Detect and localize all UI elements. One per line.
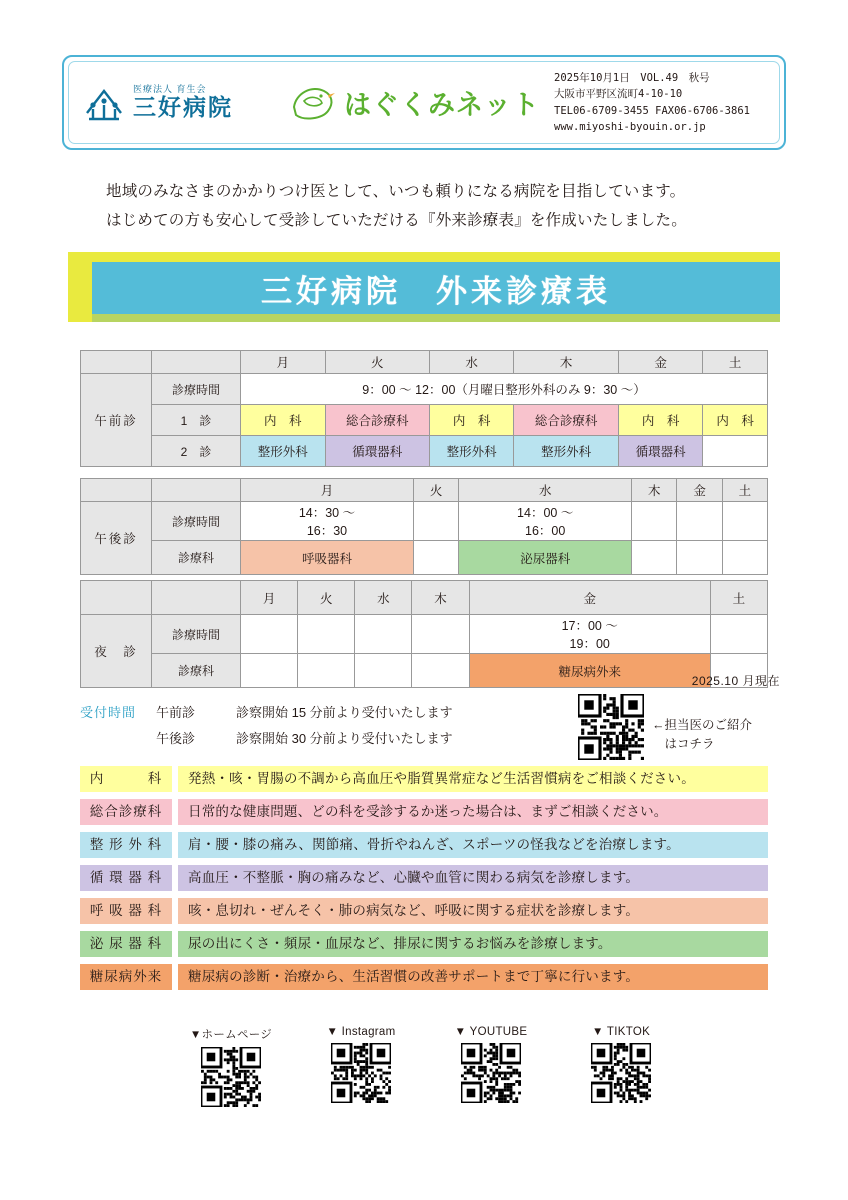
table-row — [81, 502, 768, 541]
legend-row — [80, 799, 768, 825]
social-item[interactable] — [176, 1026, 286, 1107]
cell-火: 循環器科 — [325, 436, 429, 467]
cell-水: 泌尿器科 — [459, 541, 632, 575]
legend-row — [80, 865, 768, 891]
day-header-木: 木 — [632, 479, 677, 502]
legend-department-name: 泌 尿 器 科 — [80, 931, 172, 957]
day-header-木: 木 — [412, 581, 469, 615]
header-meta — [544, 70, 779, 135]
day-header-月: 月 — [241, 351, 326, 374]
legend-row — [80, 931, 768, 957]
cell-水: 14：00 ～ 16：00 — [459, 502, 632, 541]
merged-hours-cell: 9：00 ～ 12：00（月曜日整形外科のみ 9：30 ～） — [241, 374, 768, 405]
cell-金: 17：00 ～ 19：00 — [469, 615, 710, 654]
day-header-金: 金 — [677, 479, 722, 502]
row-label: 診療時間 — [152, 502, 241, 541]
cell-金: 内 科 — [618, 405, 703, 436]
day-header-水: 水 — [429, 351, 514, 374]
cell-木 — [632, 541, 677, 575]
cell-火 — [413, 502, 458, 541]
cell-木 — [412, 615, 469, 654]
cell-金: 糖尿病外来 — [469, 654, 710, 688]
cell-水: 整形外科 — [429, 436, 514, 467]
cell-月: 整形外科 — [241, 436, 326, 467]
corner-cell-2 — [152, 479, 241, 502]
page-title: 三好病院 外来診療表 — [261, 273, 611, 309]
cell-水: 内 科 — [429, 405, 514, 436]
legend-department-desc: 高血圧・不整脈・胸の痛みなど、心臓や血管に関わる病気を診療します。 — [178, 865, 768, 891]
legend-department-name: 整 形 外 科 — [80, 832, 172, 858]
legend-row — [80, 766, 768, 792]
legend-department-name: 循 環 器 科 — [80, 865, 172, 891]
legend-department-desc: 日常的な健康問題、どの科を受診するか迷った場合は、まずご相談ください。 — [178, 799, 768, 825]
social-label: ▼ Instagram — [326, 1026, 396, 1038]
cell-水 — [355, 654, 412, 688]
cell-火: 総合診療科 — [325, 405, 429, 436]
brand-name: はぐくみネット — [344, 90, 540, 120]
brand-logo — [284, 81, 544, 125]
section-label: 午後診 — [81, 502, 152, 575]
legend-department-name: 呼 吸 器 科 — [80, 898, 172, 924]
table-header-row — [81, 479, 768, 502]
section-label: 夜 診 — [81, 615, 152, 688]
cell-土 — [722, 541, 767, 575]
legend-department-name: 内 科 — [80, 766, 172, 792]
cell-金 — [677, 502, 722, 541]
doctor-intro-qr-code[interactable] — [578, 694, 644, 760]
corner-cell — [81, 351, 152, 374]
day-header-月: 月 — [241, 581, 298, 615]
day-header-火: 火 — [298, 581, 355, 615]
row-label: 診療科 — [152, 654, 241, 688]
cell-月: 14：30 ～ 16：30 — [241, 502, 414, 541]
cell-火 — [298, 615, 355, 654]
reception-key-1: 午後診 — [156, 731, 196, 746]
corner-cell-2 — [152, 581, 241, 615]
cell-土 — [703, 436, 768, 467]
social-qr-code[interactable] — [461, 1043, 521, 1103]
row-label: 2 診 — [152, 436, 241, 467]
table-row — [81, 654, 768, 688]
corner-cell — [81, 581, 152, 615]
social-item[interactable] — [566, 1026, 676, 1107]
issue-info: 2025年10月1日 VOL.49 秋号 — [554, 71, 710, 84]
day-header-火: 火 — [413, 479, 458, 502]
address: 大阪市平野区流町4-10-10 — [554, 88, 683, 101]
afternoon-schedule-table — [80, 478, 768, 575]
department-legend — [80, 766, 768, 997]
legend-department-desc: 発熱・咳・胃腸の不調から高血圧や脂質異常症など生活習慣病をご相談ください。 — [178, 766, 768, 792]
reception-key-0: 午前診 — [156, 705, 196, 720]
cell-月: 呼吸器科 — [241, 541, 414, 575]
header-box — [62, 55, 786, 150]
phone: TEL06-6709-3455 FAX06-6706-3861 — [554, 104, 750, 117]
legend-department-desc: 尿の出にくさ・頻尿・血尿など、排尿に関するお悩みを診療します。 — [178, 931, 768, 957]
table-row — [81, 405, 768, 436]
clinic-type: 医療法人 育生会 — [133, 83, 207, 94]
header-inner — [68, 61, 780, 144]
legend-row — [80, 964, 768, 990]
cell-火 — [298, 654, 355, 688]
social-label: ▼ TIKTOK — [591, 1026, 651, 1038]
as-of-date: 2025.10 月現在 — [691, 674, 780, 688]
row-label: 診療時間 — [152, 374, 241, 405]
cell-土: 内 科 — [703, 405, 768, 436]
day-header-金: 金 — [469, 581, 710, 615]
doctor-intro-note-line-1: ←担当医のご紹介 — [652, 718, 753, 732]
legend-row — [80, 832, 768, 858]
cell-木 — [412, 654, 469, 688]
social-item[interactable] — [306, 1026, 416, 1107]
day-header-水: 水 — [355, 581, 412, 615]
cell-金: 循環器科 — [618, 436, 703, 467]
cell-月 — [241, 615, 298, 654]
corner-cell-2 — [152, 351, 241, 374]
social-qr-code[interactable] — [201, 1047, 261, 1107]
reception-title: 受付時間 — [80, 705, 137, 720]
day-header-土: 土 — [703, 351, 768, 374]
row-label: 診療科 — [152, 541, 241, 575]
lead-text — [106, 178, 766, 235]
table-header-row — [81, 351, 768, 374]
bird-icon — [288, 81, 340, 125]
reception-info — [80, 700, 453, 752]
day-header-土: 土 — [722, 479, 767, 502]
day-header-水: 水 — [459, 479, 632, 502]
table-row — [81, 374, 768, 405]
reception-value-1: 診察開始 30 分前より受付いたします — [236, 731, 453, 746]
clinic-logo — [69, 83, 284, 123]
cell-火 — [413, 541, 458, 575]
section-label: 午前診 — [81, 374, 152, 467]
day-header-木: 木 — [514, 351, 618, 374]
cell-水 — [355, 615, 412, 654]
table-header-row — [81, 581, 768, 615]
legend-department-desc: 糖尿病の診断・治療から、生活習慣の改善サポートまで丁寧に行います。 — [178, 964, 768, 990]
morning-schedule-table — [80, 350, 768, 467]
night-schedule-table — [80, 580, 768, 688]
cell-月 — [241, 654, 298, 688]
row-label: 1 診 — [152, 405, 241, 436]
cell-木: 総合診療科 — [514, 405, 618, 436]
day-header-金: 金 — [618, 351, 703, 374]
table-row — [81, 615, 768, 654]
legend-department-name: 糖尿病外来 — [80, 964, 172, 990]
social-label: ▼ YOUTUBE — [454, 1026, 528, 1038]
social-label: ▼ホームページ — [189, 1029, 273, 1041]
table-row — [81, 436, 768, 467]
social-qr-code[interactable] — [331, 1043, 391, 1103]
legend-department-name: 総合診療科 — [80, 799, 172, 825]
day-header-火: 火 — [325, 351, 429, 374]
cell-土 — [722, 502, 767, 541]
legend-row — [80, 898, 768, 924]
reception-value-0: 診察開始 15 分前より受付いたします — [236, 705, 453, 720]
day-header-月: 月 — [241, 479, 414, 502]
social-qr-code[interactable] — [591, 1043, 651, 1103]
row-label: 診療時間 — [152, 615, 241, 654]
table-row — [81, 541, 768, 575]
title-green-bar — [92, 314, 780, 322]
legend-department-desc: 咳・息切れ・ぜんそく・肺の病気など、呼吸に関する症状を診療します。 — [178, 898, 768, 924]
title-band — [68, 252, 780, 324]
website-url: www.miyoshi-byouin.or.jp — [554, 120, 706, 133]
doctor-intro-note — [652, 716, 752, 754]
cell-金 — [677, 541, 722, 575]
clinic-logo-icon — [83, 83, 125, 123]
cell-土 — [710, 615, 767, 654]
social-links — [176, 1026, 676, 1107]
social-item[interactable] — [436, 1026, 546, 1107]
lead-line-2: はじめての方も安心して受診していただける『外来診療表』を作成いたしました。 — [106, 211, 687, 229]
cell-木 — [632, 502, 677, 541]
day-header-土: 土 — [710, 581, 767, 615]
cell-木: 整形外科 — [514, 436, 618, 467]
cell-月: 内 科 — [241, 405, 326, 436]
legend-department-desc: 肩・腰・膝の痛み、関節痛、骨折やねんざ、スポーツの怪我などを治療します。 — [178, 832, 768, 858]
corner-cell — [81, 479, 152, 502]
lead-line-1: 地域のみなさまのかかりつけ医として、いつも頼りになる病院を目指しています。 — [106, 183, 686, 200]
doctor-intro-note-line-2: はコチラ — [652, 736, 715, 751]
clinic-name: 三好病院 — [133, 93, 233, 120]
